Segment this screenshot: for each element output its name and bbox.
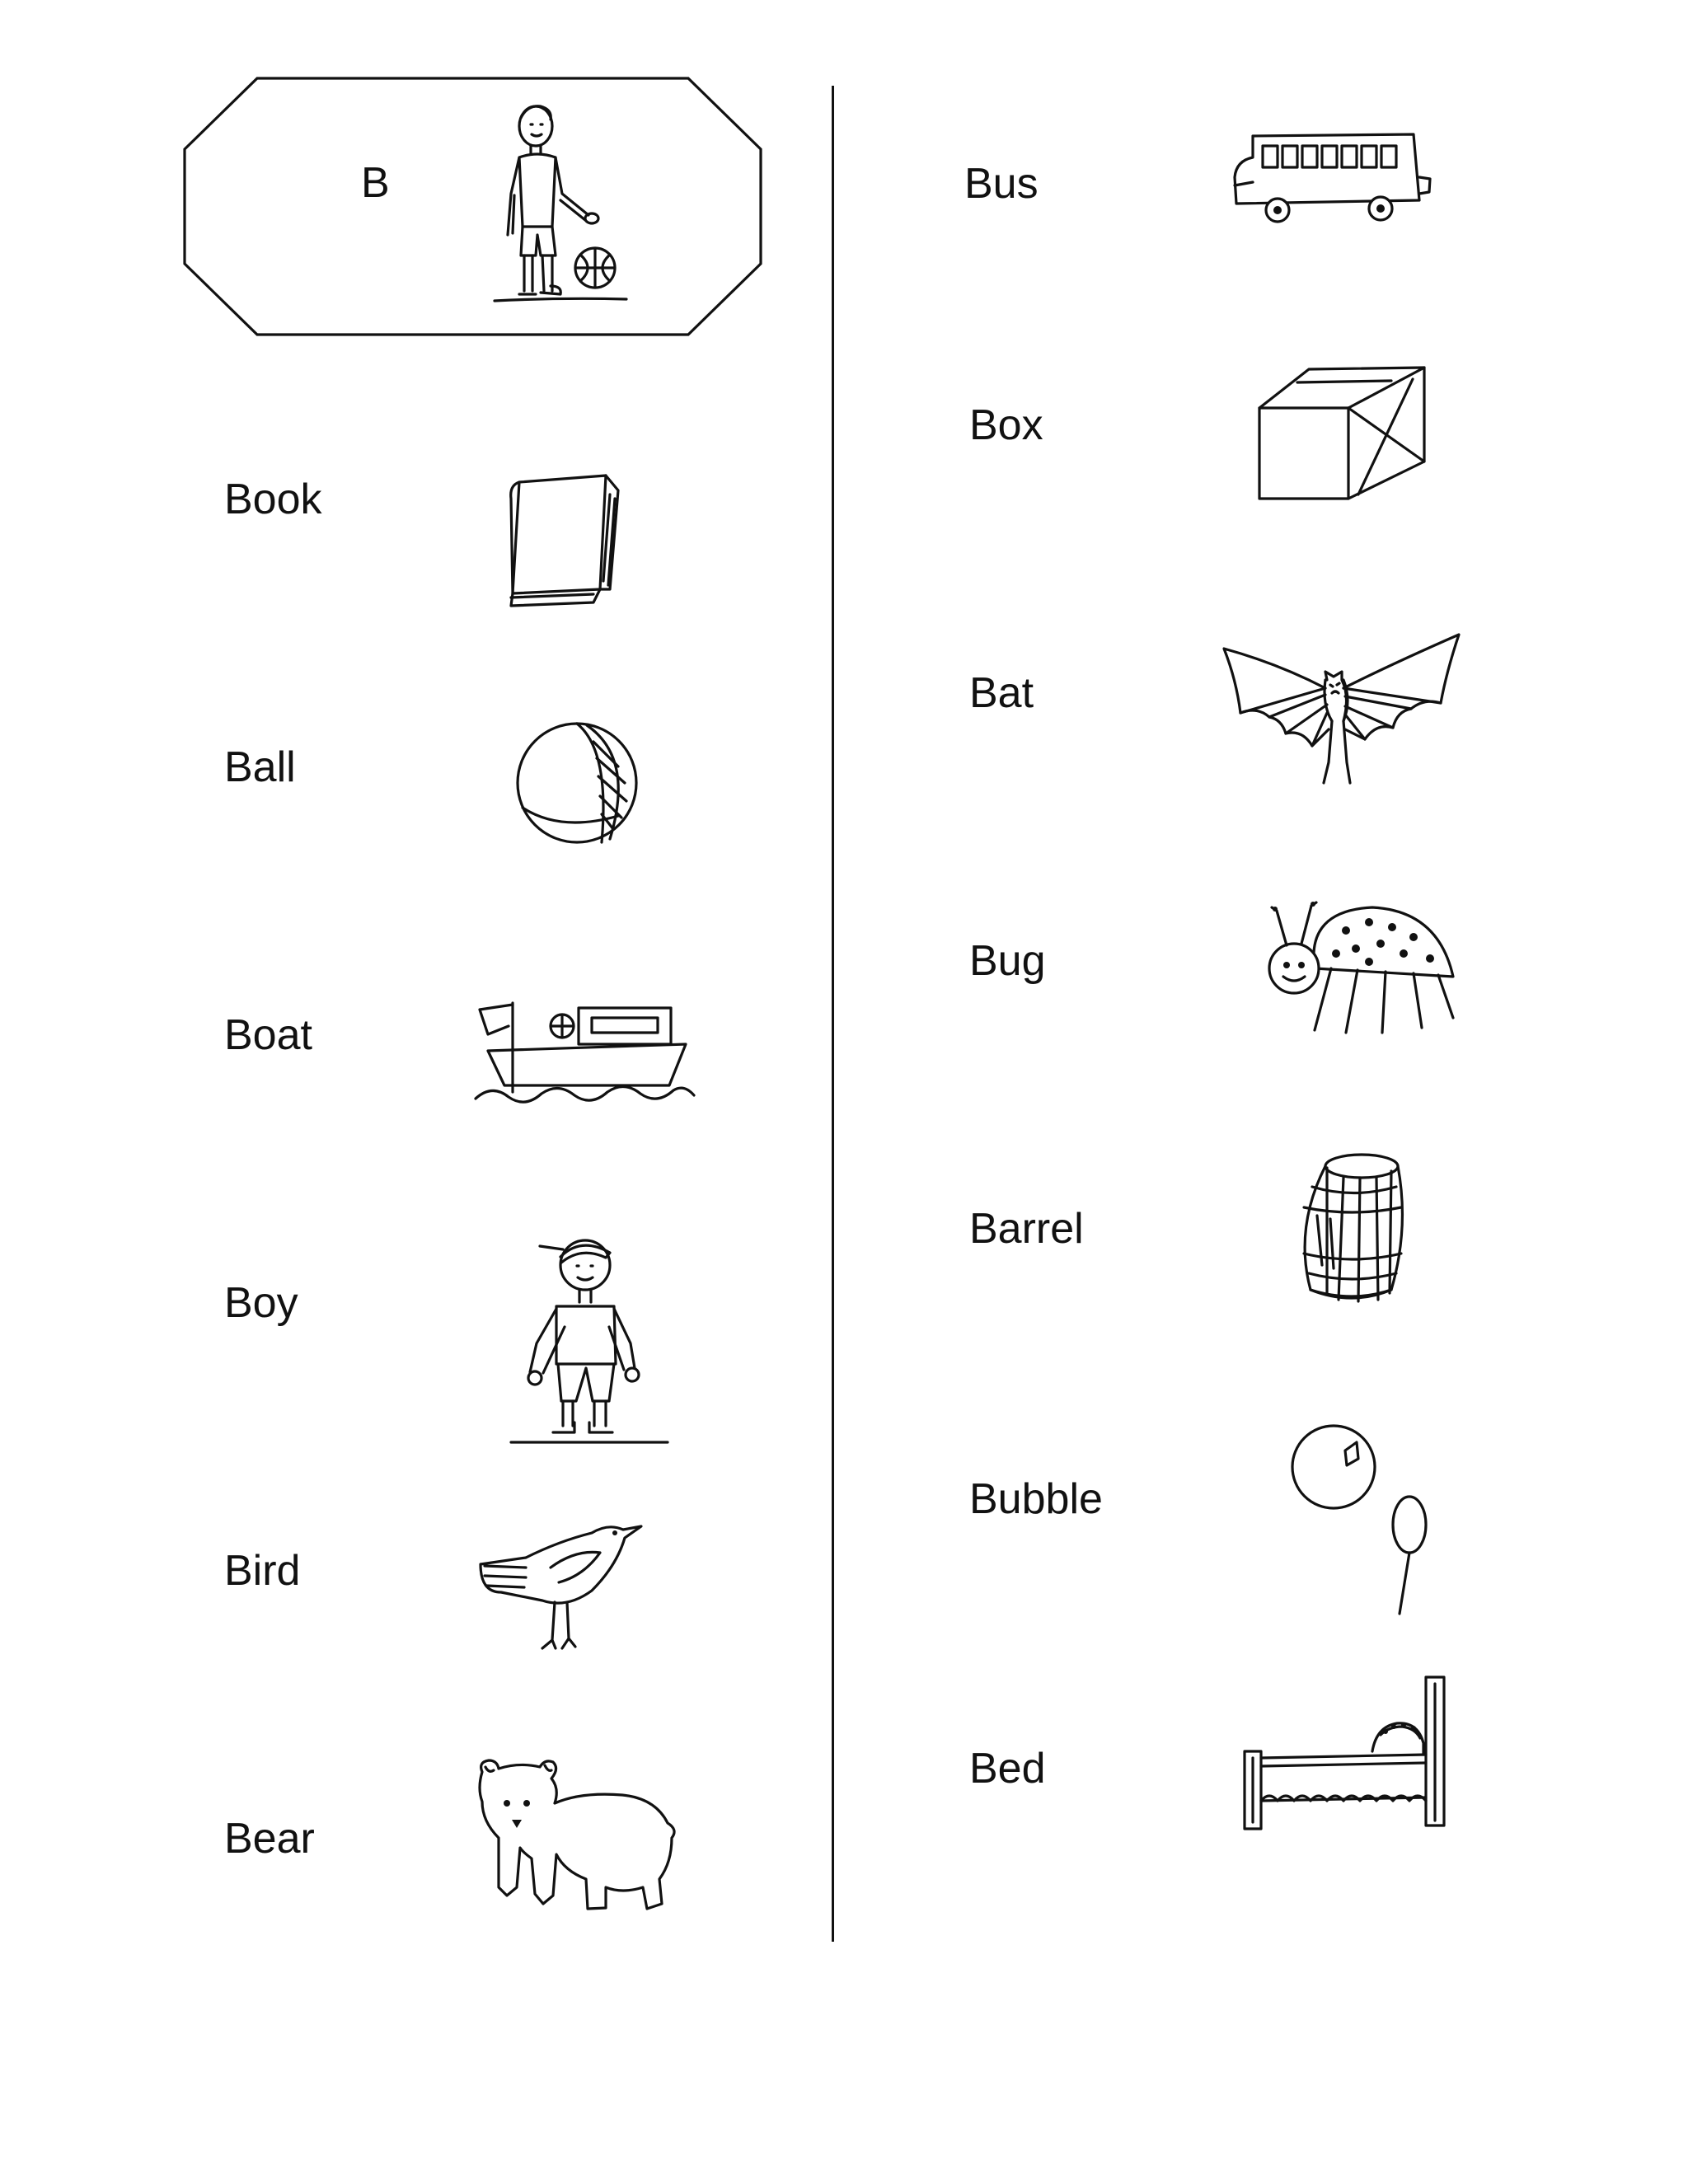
- header-box: [183, 77, 762, 336]
- word-bus: Bus: [964, 160, 1039, 208]
- bird-icon: [476, 1516, 659, 1652]
- word-bird: Bird: [224, 1547, 301, 1595]
- header-octagon: [183, 77, 762, 336]
- boat-icon: [471, 993, 698, 1104]
- bear-icon: [474, 1755, 684, 1916]
- word-ball: Ball: [224, 743, 296, 791]
- word-barrel: Barrel: [969, 1205, 1084, 1253]
- word-bed: Bed: [969, 1745, 1046, 1793]
- bubble-icon: [1286, 1418, 1442, 1619]
- header-letter: B: [361, 159, 390, 207]
- box-icon: [1251, 363, 1432, 507]
- word-book: Book: [224, 476, 322, 523]
- barrel-icon: [1294, 1150, 1409, 1306]
- word-bug: Bug: [969, 937, 1046, 985]
- bus-icon: [1228, 128, 1434, 235]
- word-boat: Boat: [224, 1011, 312, 1059]
- bed-icon: [1240, 1669, 1455, 1834]
- word-bubble: Bubble: [969, 1475, 1103, 1523]
- bat-icon: [1220, 630, 1463, 791]
- word-boy: Boy: [224, 1279, 298, 1327]
- ball-icon: [511, 717, 643, 849]
- word-bat: Bat: [969, 669, 1034, 717]
- book-icon: [495, 466, 631, 602]
- word-box: Box: [969, 401, 1043, 449]
- word-bear: Bear: [224, 1815, 315, 1863]
- basketball-boy-icon: [486, 103, 631, 309]
- bug-icon: [1257, 894, 1459, 1038]
- column-divider: [832, 86, 834, 1942]
- boy-icon: [507, 1228, 672, 1446]
